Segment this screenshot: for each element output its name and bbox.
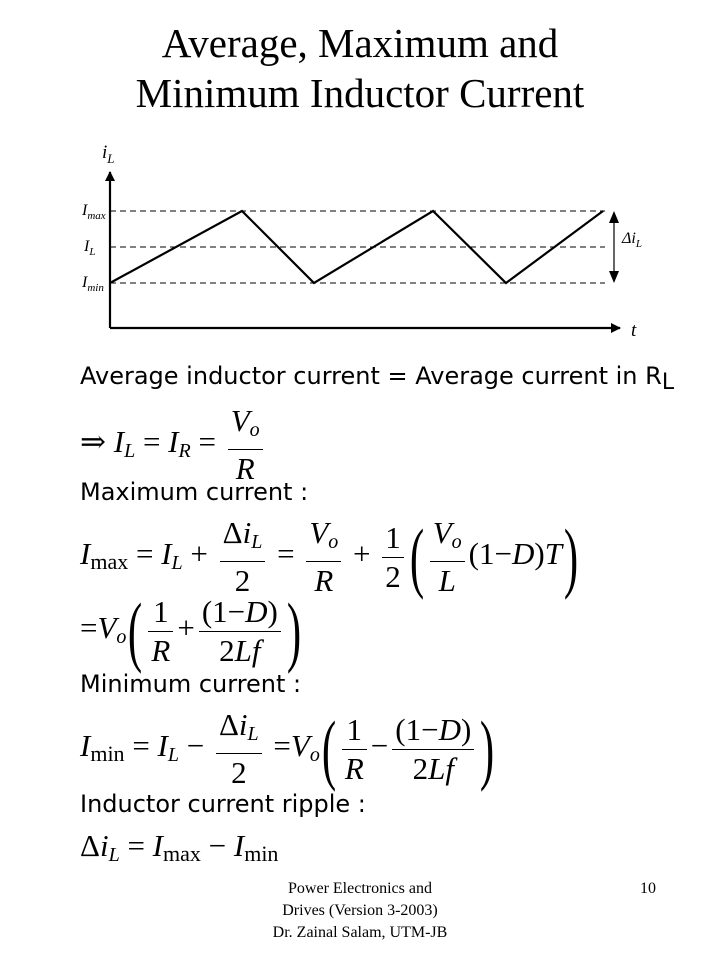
equation-imax: $I_{max} = I_L$ + $\frac{\Delta i_L}{2}$ = $\frac{V_o}{R}$ + $\frac{1}{2}$ ( $\frac{V_o}{L}$ (1−D)T) (80, 513, 579, 600)
x-axis-label: t (631, 320, 637, 341)
equation-ripple: $\Delta i_L = I_{max} - I_{min}$ (80, 828, 279, 866)
footer-line-1: Power Electronics and (288, 880, 432, 897)
average-current-text-sub: L (661, 370, 675, 395)
implies-symbol: ⇒ (80, 424, 106, 460)
equation-imax-simplified: $=V_o$( $\frac{1}{R}$ + $\frac{(1-D)}{2Lf}$ ) (80, 587, 301, 674)
average-current-statement (80, 362, 674, 395)
inductor-current-waveform (0, 130, 720, 345)
min-heading: Minimum current : (80, 670, 302, 698)
average-current-text: Average inductor current = Average current in R (80, 362, 662, 390)
level-max-label: $I_{max}$ (82, 202, 106, 222)
title-line-1: Average, Maximum and (161, 20, 559, 66)
footer-line-3: Dr. Zainal Salam, UTM-JB (272, 924, 448, 941)
slide-footer (250, 878, 470, 944)
ripple-heading: Inductor current ripple : (80, 790, 366, 818)
title-line-2: Minimum Inductor Current (135, 70, 585, 116)
slide-title (0, 18, 720, 118)
ripple-label: $\Delta i_L$ (622, 230, 642, 250)
max-heading: Maximum current : (80, 478, 309, 506)
level-min-label: $I_{min}$ (82, 274, 104, 294)
fraction-vo-r: $\frac{V_o}{R}$ (228, 402, 263, 488)
equation-imin: $I_{min} = I_L$ − $\frac{\Delta i_L}{2}$ $=V_o$( $\frac{1}{R}$ − $\frac{(1-D)}{2Lf}$ ) (80, 705, 495, 792)
page-number: 10 (640, 880, 656, 897)
level-avg-label: $I_L$ (84, 238, 96, 258)
footer-line-2: Drives (Version 3-2003) (282, 902, 438, 919)
y-axis-label: $i_L$ (102, 142, 115, 166)
equation-il-ir: ⇒ $I_L = I_R$ = $\frac{V_o}{R}$ (80, 402, 267, 488)
